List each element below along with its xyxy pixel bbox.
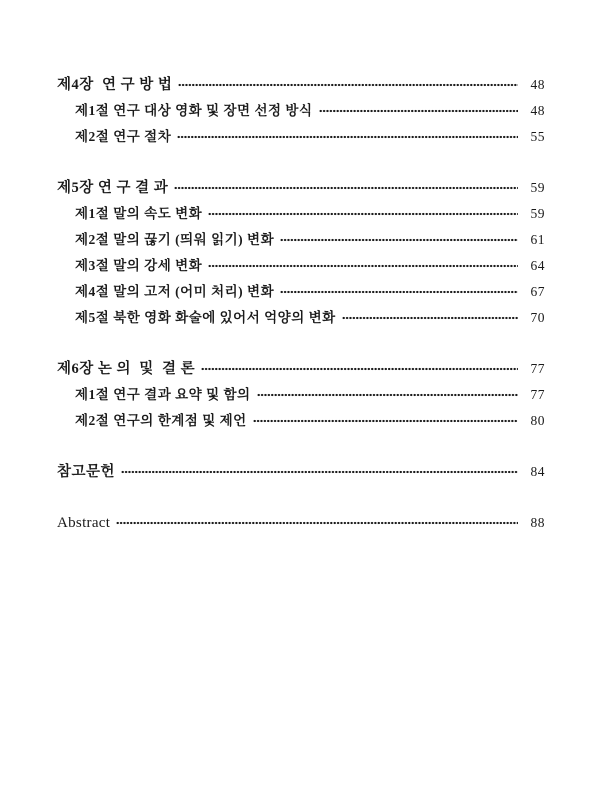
toc-entry-page: 67 — [530, 284, 545, 299]
toc-entry-page: 84 — [530, 464, 545, 479]
toc-entry — [57, 227, 545, 253]
toc-entry-label: 제1절 연구 결과 요약 및 함의 — [75, 387, 251, 402]
toc-entry — [57, 175, 545, 201]
toc-entry-page: 88 — [530, 515, 545, 530]
dot-leader — [201, 367, 518, 371]
toc-entry-label: 제5절 북한 영화 화술에 있어서 억양의 변화 — [75, 310, 336, 325]
toc-entry — [57, 510, 545, 536]
toc-entry-label: 제1절 연구 대상 영화 및 장면 선정 방식 — [75, 103, 313, 118]
dot-leader — [280, 238, 518, 242]
toc-entry-page: 80 — [530, 413, 545, 428]
toc-entry — [57, 279, 545, 305]
toc-entry — [57, 356, 545, 382]
dot-leader — [121, 470, 518, 474]
toc-entry-page: 59 — [530, 206, 545, 221]
dot-leader — [208, 264, 518, 268]
toc-entry — [57, 408, 545, 434]
toc-entry-page: 77 — [530, 361, 545, 376]
toc-entry-label: 참고문헌 — [57, 464, 116, 480]
dot-leader — [280, 290, 518, 294]
toc-entry-label: 제3절 말의 강세 변화 — [75, 258, 203, 273]
toc-entry-page: 48 — [530, 77, 545, 92]
toc-entry-label: 제2절 연구의 한계점 및 제언 — [75, 413, 247, 428]
toc-entry-page: 48 — [530, 103, 545, 118]
dot-leader — [208, 212, 518, 216]
toc-entry — [57, 305, 545, 331]
dot-leader — [319, 109, 519, 113]
dot-leader — [253, 419, 518, 423]
toc-entry — [57, 201, 545, 227]
dot-leader — [116, 521, 518, 525]
toc-entry — [57, 98, 545, 124]
toc-entry-page: 55 — [530, 129, 545, 144]
dot-leader — [174, 186, 518, 190]
dot-leader — [342, 316, 518, 320]
toc-entry-page: 77 — [530, 387, 545, 402]
toc-entry-label: 제4장 연 구 방 법 — [57, 77, 173, 93]
dot-leader — [177, 135, 518, 139]
toc-entry-page: 59 — [530, 180, 545, 195]
toc-entry-page: 64 — [530, 258, 545, 273]
toc-entry — [57, 253, 545, 279]
toc-entry-label: 제6장 논 의 및 결 론 — [57, 361, 196, 377]
toc-entry-label: 제1절 말의 속도 변화 — [75, 206, 203, 221]
toc-entry — [57, 72, 545, 98]
toc-entry-label: 제5장 연 구 결 과 — [57, 180, 169, 196]
toc-entry-label: 제2절 말의 끊기 (띄워 읽기) 변화 — [75, 232, 275, 247]
toc-entry-label: Abstract — [57, 515, 111, 531]
dot-leader — [257, 393, 518, 397]
toc-entry-label: 제4절 말의 고저 (어미 처리) 변화 — [75, 284, 275, 299]
toc-entry-label: 제2절 연구 절차 — [75, 129, 172, 144]
toc-entry — [57, 382, 545, 408]
dot-leader — [178, 83, 518, 87]
toc-list — [57, 72, 545, 536]
toc-entry — [57, 124, 545, 150]
toc-entry-page: 61 — [530, 232, 545, 247]
toc-entry — [57, 459, 545, 485]
toc-entry-page: 70 — [530, 310, 545, 325]
